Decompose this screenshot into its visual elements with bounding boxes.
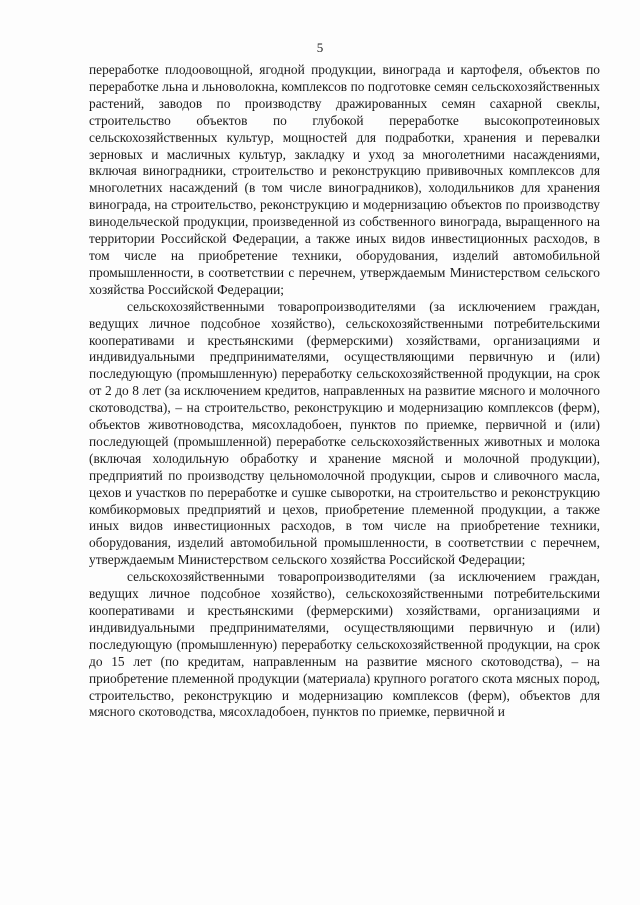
page-number: 5 [316, 40, 324, 55]
document-body [89, 62, 600, 721]
paragraph: сельскохозяйственными товаропроизводителями (за исключением граждан, ведущих личное подсобное хозяйство), сельскохозяйственными потребительскими кооперативами и крестьянскими (фермерскими) хозяйствами, организациями и индивидуальными предпринимателями, осуществляющими первичную и (или) последующую (промышленную) переработку сельскохозяйственной продукции, на срок до 15 лет (по кредитам, направленным на развитие мясного скотоводства), – на приобретение племенной продукции (материала) крупного рогатого скота мясных пород, строительство, реконструкцию и модернизацию комплексов (ферм), объектов для мясного скотоводства, мясохладобоен, пунктов по приемке, первичной и [89, 569, 600, 720]
paragraph-continuation: переработке плодоовощной, ягодной продукции, винограда и картофеля, объектов по переработке льна и льноволокна, комплексов по подготовке семян сельскохозяйственных растений, заводов по производству дражированных семян сахарной свеклы, строительство объектов по глубокой переработке высокопротеиновых сельскохозяйственных культур, мощностей для подработки, хранения и перевалки зерновых и масличных культур, закладку и уход за многолетними насаждениями, включая виноградники, строительство и реконструкцию прививочных комплексов для многолетних насаждений (в том числе виноградников), холодильников для хранения винограда, на строительство, реконструкцию и модернизацию объектов по производству винодельческой продукции, произведенной из собственного винограда, выращенного на территории Российской Федерации, а также иных видов инвестиционных расходов, в том числе на приобретение техники, оборудования, изделий автомобильной промышленности, в соответствии с перечнем, утверждаемым Министерством сельского хозяйства Российской Федерации; [89, 62, 600, 297]
paragraph: сельскохозяйственными товаропроизводителями (за исключением граждан, ведущих личное подсобное хозяйство), сельскохозяйственными потребительскими кооперативами и крестьянскими (фермерскими) хозяйствами, организациями и индивидуальными предпринимателями, осуществляющими первичную и (или) последующую (промышленную) переработку сельскохозяйственной продукции, на срок от 2 до 8 лет (за исключением кредитов, направленных на развитие мясного и молочного скотоводства), – на строительство, реконструкцию и модернизацию комплексов (ферм), объектов животноводства, мясохладобоен, пунктов по приемке, первичной и (или) последующей (промышленной) переработке сельскохозяйственных животных и молока (включая холодильную обработку и хранение мясной и молочной продукции), предприятий по производству цельномолочной продукции, сыров и сливочного масла, цехов и участков по переработке и сушке сыворотки, на строительство и реконструкцию комбикормовых предприятий и цехов, приобретение племенной продукции, а также иных видов инвестиционных расходов, в том числе на приобретение техники, оборудования, изделий автомобильной промышленности, в соответствии с перечнем, утверждаемым Министерством сельского хозяйства Российской Федерации; [89, 298, 600, 568]
